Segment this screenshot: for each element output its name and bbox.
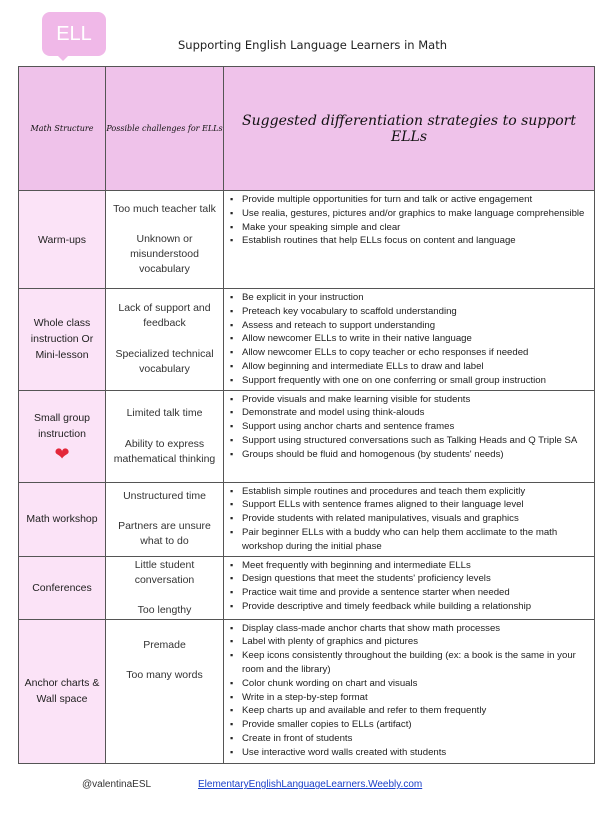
- strategy-item: ▪ Use realia, gestures, pictures and/or graphics to make language comprehensible: [230, 207, 590, 221]
- challenge-item: Partners are unsure what to do: [118, 520, 211, 548]
- header-structure-label: Math Structure: [30, 124, 94, 133]
- structure-cell: [19, 619, 106, 763]
- strategy-item: ▪ Display class-made anchor charts that show math processes: [230, 622, 590, 636]
- strategies-cell: [224, 191, 595, 289]
- header-row: [19, 67, 595, 191]
- strategy-item: ▪ Allow newcomer ELLs to write in their native language: [230, 332, 590, 346]
- challenge-item: Too much teacher talk: [113, 203, 216, 215]
- heart-icon: ❤: [54, 443, 70, 464]
- strategies-table: [18, 66, 595, 764]
- structure-cell: [19, 191, 106, 289]
- table-row: [19, 482, 595, 556]
- strategy-item: ▪ Meet frequently with beginning and intermediate ELLs: [230, 559, 590, 573]
- strategies-cell: [224, 482, 595, 556]
- challenge-item: Too lengthy: [137, 603, 192, 616]
- strategy-item: ▪ Groups should be fluid and homogenous (by students' needs): [230, 448, 590, 462]
- structure-cell: [19, 556, 106, 619]
- challenges-cell: [106, 390, 224, 482]
- strategy-item: ▪ Provide smaller copies to ELLs (artifact): [230, 718, 590, 732]
- author-handle: @valentinaESL: [82, 779, 152, 790]
- header-challenges-label: Possible challenges for ELLs: [106, 124, 223, 133]
- ell-badge: [42, 12, 106, 56]
- strategy-item: ▪ Create in front of students: [230, 732, 590, 746]
- strategy-item: ▪ Provide multiple opportunities for turn and talk or active engagement: [230, 193, 590, 207]
- structure-label: Math workshop: [26, 513, 98, 526]
- challenges-cell: [106, 619, 224, 763]
- header-structure: [19, 67, 106, 191]
- challenges-cell: [106, 482, 224, 556]
- website-link[interactable]: ElementaryEnglishLanguageLearners.Weebly.com: [198, 779, 423, 790]
- challenge-item: Too many words: [126, 668, 203, 681]
- strategy-item: ▪ Label with plenty of graphics and pictures: [230, 635, 590, 649]
- strategy-item: ▪ Allow newcomer ELLs to copy teacher or echo responses if needed: [230, 346, 590, 360]
- ell-badge-text: ELL: [56, 22, 92, 45]
- strategy-item: ▪ Allow beginning and intermediate ELLs to draw and label: [230, 360, 590, 374]
- structure-label: Warm-ups: [37, 233, 87, 246]
- challenge-item: Premade: [143, 638, 186, 651]
- table-row: [19, 289, 595, 391]
- challenges-cell: [106, 191, 224, 289]
- table-row: [19, 619, 595, 763]
- table-row: [19, 390, 595, 482]
- challenge-item: Ability to express mathematical thinking: [113, 437, 216, 465]
- header-strategies: [224, 67, 595, 191]
- challenge-item: Unknown or misunderstood vocabulary: [130, 233, 199, 275]
- strategy-item: ▪ Design questions that meet the students' proficiency levels: [230, 572, 590, 586]
- strategy-item: ▪ Be explicit in your instruction: [230, 291, 590, 305]
- structure-label: Conferences: [32, 581, 92, 594]
- strategy-item: ▪ Practice wait time and provide a sentence starter when needed: [230, 586, 590, 600]
- strategy-item: ▪ Establish simple routines and procedures and teach them explicitly: [230, 485, 590, 499]
- strategy-item: ▪ Support ELLs with sentence frames aligned to their language level: [230, 498, 590, 512]
- challenge-item: Little student conversation: [134, 558, 195, 586]
- strategy-item: ▪ Use interactive word walls created with students: [230, 746, 590, 760]
- header-strategies-label: Suggested differentiation strategies to support ELLs: [242, 112, 576, 145]
- structure-label: Whole class instruction Or Mini-lesson: [30, 317, 94, 362]
- strategy-item: ▪ Support frequently with one on one conferring or small group instruction: [230, 374, 590, 388]
- strategy-item: ▪ Write in a step-by-step format: [230, 691, 590, 705]
- strategies-cell: [224, 619, 595, 763]
- strategy-item: ▪ Assess and reteach to support understanding: [230, 319, 590, 333]
- strategy-item: ▪ Color chunk wording on chart and visuals: [230, 677, 590, 691]
- strategy-item: ▪ Keep charts up and available and refer to them frequently: [230, 704, 590, 718]
- structure-cell: [19, 482, 106, 556]
- table-row: [19, 556, 595, 619]
- strategy-item: ▪ Provide visuals and make learning visible for students: [230, 393, 590, 407]
- strategies-cell: [224, 390, 595, 482]
- strategy-item: ▪ Keep icons consistently throughout the building (ex: a book is the same in your room and the library): [230, 649, 590, 677]
- strategies-cell: [224, 289, 595, 391]
- strategy-item: ▪ Provide students with related manipulatives, visuals and graphics: [230, 512, 590, 526]
- challenge-item: Specialized technical vocabulary: [115, 348, 214, 376]
- strategy-item: ▪ Establish routines that help ELLs focus on content and language: [230, 234, 590, 248]
- header-challenges: [106, 67, 224, 191]
- strategy-item: ▪ Support using anchor charts and sentence frames: [230, 420, 590, 434]
- strategy-item: ▪ Support using structured conversations such as Talking Heads and Q Triple SA: [230, 434, 590, 448]
- strategy-item: ▪ Preteach key vocabulary to scaffold understanding: [230, 305, 590, 319]
- badge-speech-tail: [56, 54, 70, 61]
- strategy-item: ▪ Make your speaking simple and clear: [230, 221, 590, 235]
- structure-cell: [19, 289, 106, 391]
- table-row: [19, 191, 595, 289]
- strategy-item: ▪ Demonstrate and model using think-alouds: [230, 406, 590, 420]
- strategies-cell: [224, 556, 595, 619]
- challenges-cell: [106, 556, 224, 619]
- structure-cell: [19, 390, 106, 482]
- challenge-item: Unstructured time: [123, 490, 206, 503]
- document-title: Supporting English Language Learners in Math: [178, 38, 447, 52]
- challenge-item: Limited talk time: [126, 406, 203, 419]
- strategy-item: ▪ Provide descriptive and timely feedback while building a relationship: [230, 600, 590, 614]
- strategy-item: ▪ Pair beginner ELLs with a buddy who can help them acclimate to the math workshop during the initial phase: [230, 526, 590, 554]
- challenge-item: Lack of support and feedback: [118, 302, 211, 330]
- structure-label: Anchor charts & Wall space: [24, 677, 100, 706]
- challenges-cell: [106, 289, 224, 391]
- structure-label: Small group instruction: [33, 411, 91, 440]
